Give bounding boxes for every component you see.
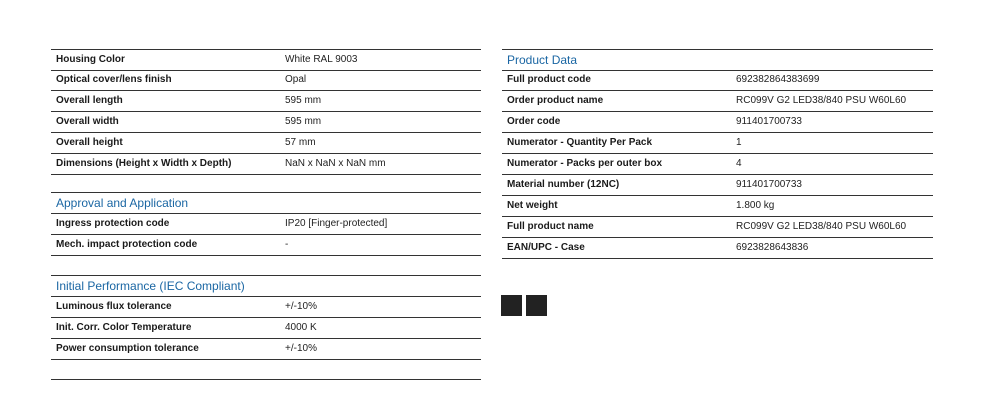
spec-value: 6923828643836	[736, 242, 809, 253]
spec-row-full-product-name	[502, 217, 933, 238]
spec-value: 1	[736, 137, 742, 148]
dark-square-block	[526, 295, 547, 316]
spec-value: NaN x NaN x NaN mm	[285, 158, 386, 169]
spec-value: 57 mm	[285, 137, 316, 148]
dark-square-block	[501, 295, 522, 316]
spec-value: 6923828643836​99	[736, 74, 820, 85]
spec-value: 4	[736, 158, 742, 169]
spec-label: Overall length	[56, 95, 123, 106]
spec-value: +/-10%	[285, 343, 317, 354]
spec-label: EAN/UPC - Case	[507, 242, 585, 253]
spec-value: 595 mm	[285, 95, 322, 106]
spec-value: 1.800 kg	[736, 200, 775, 211]
spec-row-full-product-code	[502, 71, 933, 91]
product-data-table	[502, 49, 933, 259]
section-title-product-data: Product Data	[502, 50, 933, 71]
spec-label: Numerator - Packs per outer box	[507, 158, 663, 169]
spec-value: 911401700733	[736, 179, 802, 190]
spec-value: 4000 K	[285, 322, 317, 333]
spec-row-overall-height	[51, 133, 481, 154]
spec-label: Numerator - Quantity Per Pack	[507, 137, 653, 148]
spec-label: Overall height	[56, 137, 123, 148]
spec-label: Power consumption tolerance	[56, 343, 199, 354]
performance-table	[51, 275, 481, 360]
spec-row-optical-cover	[51, 71, 481, 91]
spec-row-overall-length	[51, 91, 481, 112]
bottom-divider	[51, 379, 481, 380]
spec-row-net-weight	[502, 196, 933, 217]
spec-value: White RAL 9003	[285, 54, 358, 65]
spec-value: RC099V G2 LED38/840 PSU W60L60	[736, 221, 907, 232]
spec-value: 911401700733	[736, 116, 802, 127]
spec-row-housing-color	[51, 50, 481, 71]
spec-row-color-temperature	[51, 318, 481, 339]
spec-label: Overall width	[56, 116, 119, 127]
spec-row-order-code	[502, 112, 933, 133]
spec-value: -	[285, 239, 289, 250]
spec-value: Opal	[285, 74, 307, 85]
spec-row-order-product-name	[502, 91, 933, 112]
spec-row-luminous-flux	[51, 297, 481, 318]
spec-label: Order product name	[507, 95, 604, 106]
spec-row-overall-width	[51, 112, 481, 133]
spec-row-power-tolerance	[51, 339, 481, 360]
spec-label: Ingress protection code	[56, 218, 170, 229]
spec-label: Optical cover/lens finish	[56, 74, 172, 85]
spec-row-packs-per-box	[502, 154, 933, 175]
spec-row-quantity-per-pack	[502, 133, 933, 154]
spec-label: Dimensions (Height x Width x Depth)	[56, 158, 232, 169]
spec-row-dimensions	[51, 154, 481, 175]
spec-row-material-number	[502, 175, 933, 196]
spec-label: Mech. impact protection code	[56, 239, 198, 250]
spec-label: Full product name	[507, 221, 594, 232]
approval-table	[51, 192, 481, 256]
spec-row-ingress-protection	[51, 214, 481, 235]
section-title-performance: Initial Performance (IEC Compliant)	[51, 276, 481, 297]
spec-label: Luminous flux tolerance	[56, 301, 172, 312]
spec-label: Housing Color	[56, 54, 125, 65]
spec-label: Order code	[507, 116, 561, 127]
spec-label: Net weight	[507, 200, 558, 211]
spec-label: Full product code	[507, 74, 591, 85]
general-specs-table	[51, 49, 481, 175]
spec-value: 595 mm	[285, 116, 322, 127]
spec-value: IP20 [Finger-protected]	[285, 218, 388, 229]
spec-row-mech-impact	[51, 235, 481, 256]
section-title-approval: Approval and Application	[51, 193, 481, 214]
spec-value: +/-10%	[285, 301, 317, 312]
spec-value: RC099V G2 LED38/840 PSU W60L60	[736, 95, 907, 106]
spec-row-ean-upc-case	[502, 238, 933, 259]
spec-label: Init. Corr. Color Temperature	[56, 322, 192, 333]
spec-label: Material number (12NC)	[507, 179, 620, 190]
